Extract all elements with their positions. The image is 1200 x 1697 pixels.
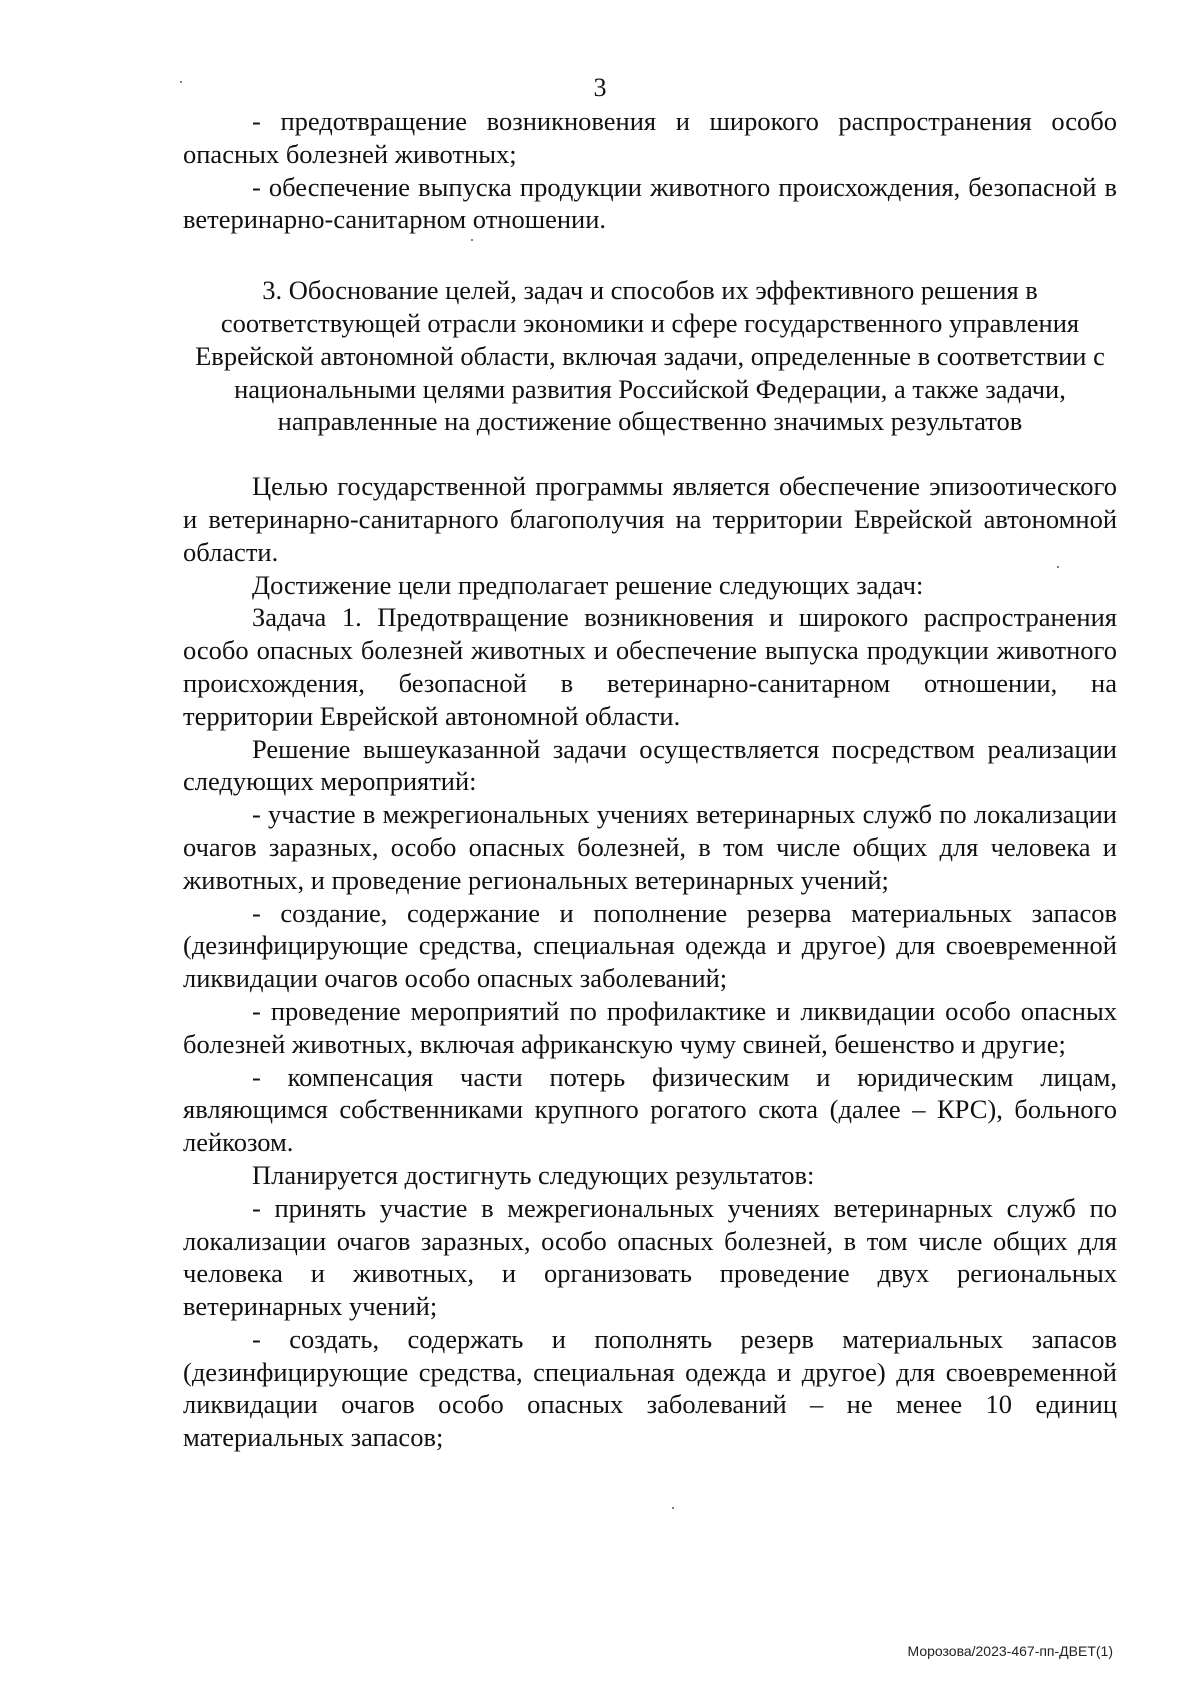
page-number: 3	[593, 73, 607, 102]
list-item: - предотвращение возникновения и широкого распространения особо опасных болезней животных;	[183, 106, 1117, 169]
document-body	[183, 105, 1117, 1454]
paragraph: Достижение цели предполагает решение следующих задач:	[252, 569, 924, 600]
list-item: - участие в межрегиональных учениях ветеринарных служб по локализации очагов заразных, особо опасных болезней, в том числе общих для человека и животных, и проведение региональных ветеринарных учений;	[183, 799, 1117, 895]
list-item: - создать, содержать и пополнять резерв материальных запасов (дезинфицирующие средства, специальная одежда и другое) для своевременной ликвидации очагов особо опасных заболеваний – не менее 10 единиц материальных запасов;	[183, 1323, 1117, 1453]
list-item: - компенсация части потерь физическим и юридическим лицам, являющимся собственниками крупного рогатого скота (далее – КРС), больного лейкозом.	[183, 1061, 1117, 1158]
list-item: - обеспечение выпуска продукции животного происхождения, безопасной в ветеринарно-санитарном отношении.	[183, 171, 1117, 235]
list-item: - создание, содержание и пополнение резерва материальных запасов (дезинфицирующие средства, специальная одежда и другое) для своевременной ликвидации очагов особо опасных заболеваний;	[183, 897, 1117, 994]
paragraph: Задача 1. Предотвращение возникновения и широкого распространения особо опасных болезней животных и обеспечение выпуска продукции животного происхождения, безопасной в ветеринарно-санитарном отношении, на территории Еврейской автономной области.	[183, 602, 1117, 731]
paragraph: Целью государственной программы является обеспечение эпизоотического и ветеринарно-санитарного благополучия на территории Еврейской автономной области.	[183, 471, 1117, 567]
document-code: Морозова/2023-467-пп-ДВЕТ(1)	[907, 1643, 1113, 1659]
list-item: - принять участие в межрегиональных учениях ветеринарных служб по локализации очагов заразных, особо опасных болезней, в том числе общих для человека и животных, и организовать проведение двух региональных ветеринарных учений;	[183, 1192, 1117, 1322]
section-heading: 3. Обоснование целей, задач и способов их эффективного решения в соответствующей отрасли экономики и сфере государственного управления Еврейской автономной области, включая задачи, определенные в соответствии с национальными целями развития Российской Федерации, а также задачи, направленные на достижение общественно значимых результатов	[195, 275, 1105, 437]
list-item: - проведение мероприятий по профилактике и ликвидации особо опасных болезней животных, включая африканскую чуму свиней, бешенство и другие;	[183, 995, 1117, 1059]
spacer	[183, 438, 1117, 470]
scan-speck	[1057, 566, 1059, 568]
paragraph: Решение вышеуказанной задачи осуществляется посредством реализации следующих мероприятий:	[183, 733, 1117, 797]
scan-speck	[180, 81, 182, 83]
scan-speck	[471, 239, 473, 241]
paragraph: Планируется достигнуть следующих результатов:	[252, 1159, 815, 1190]
scan-speck	[672, 1507, 674, 1509]
